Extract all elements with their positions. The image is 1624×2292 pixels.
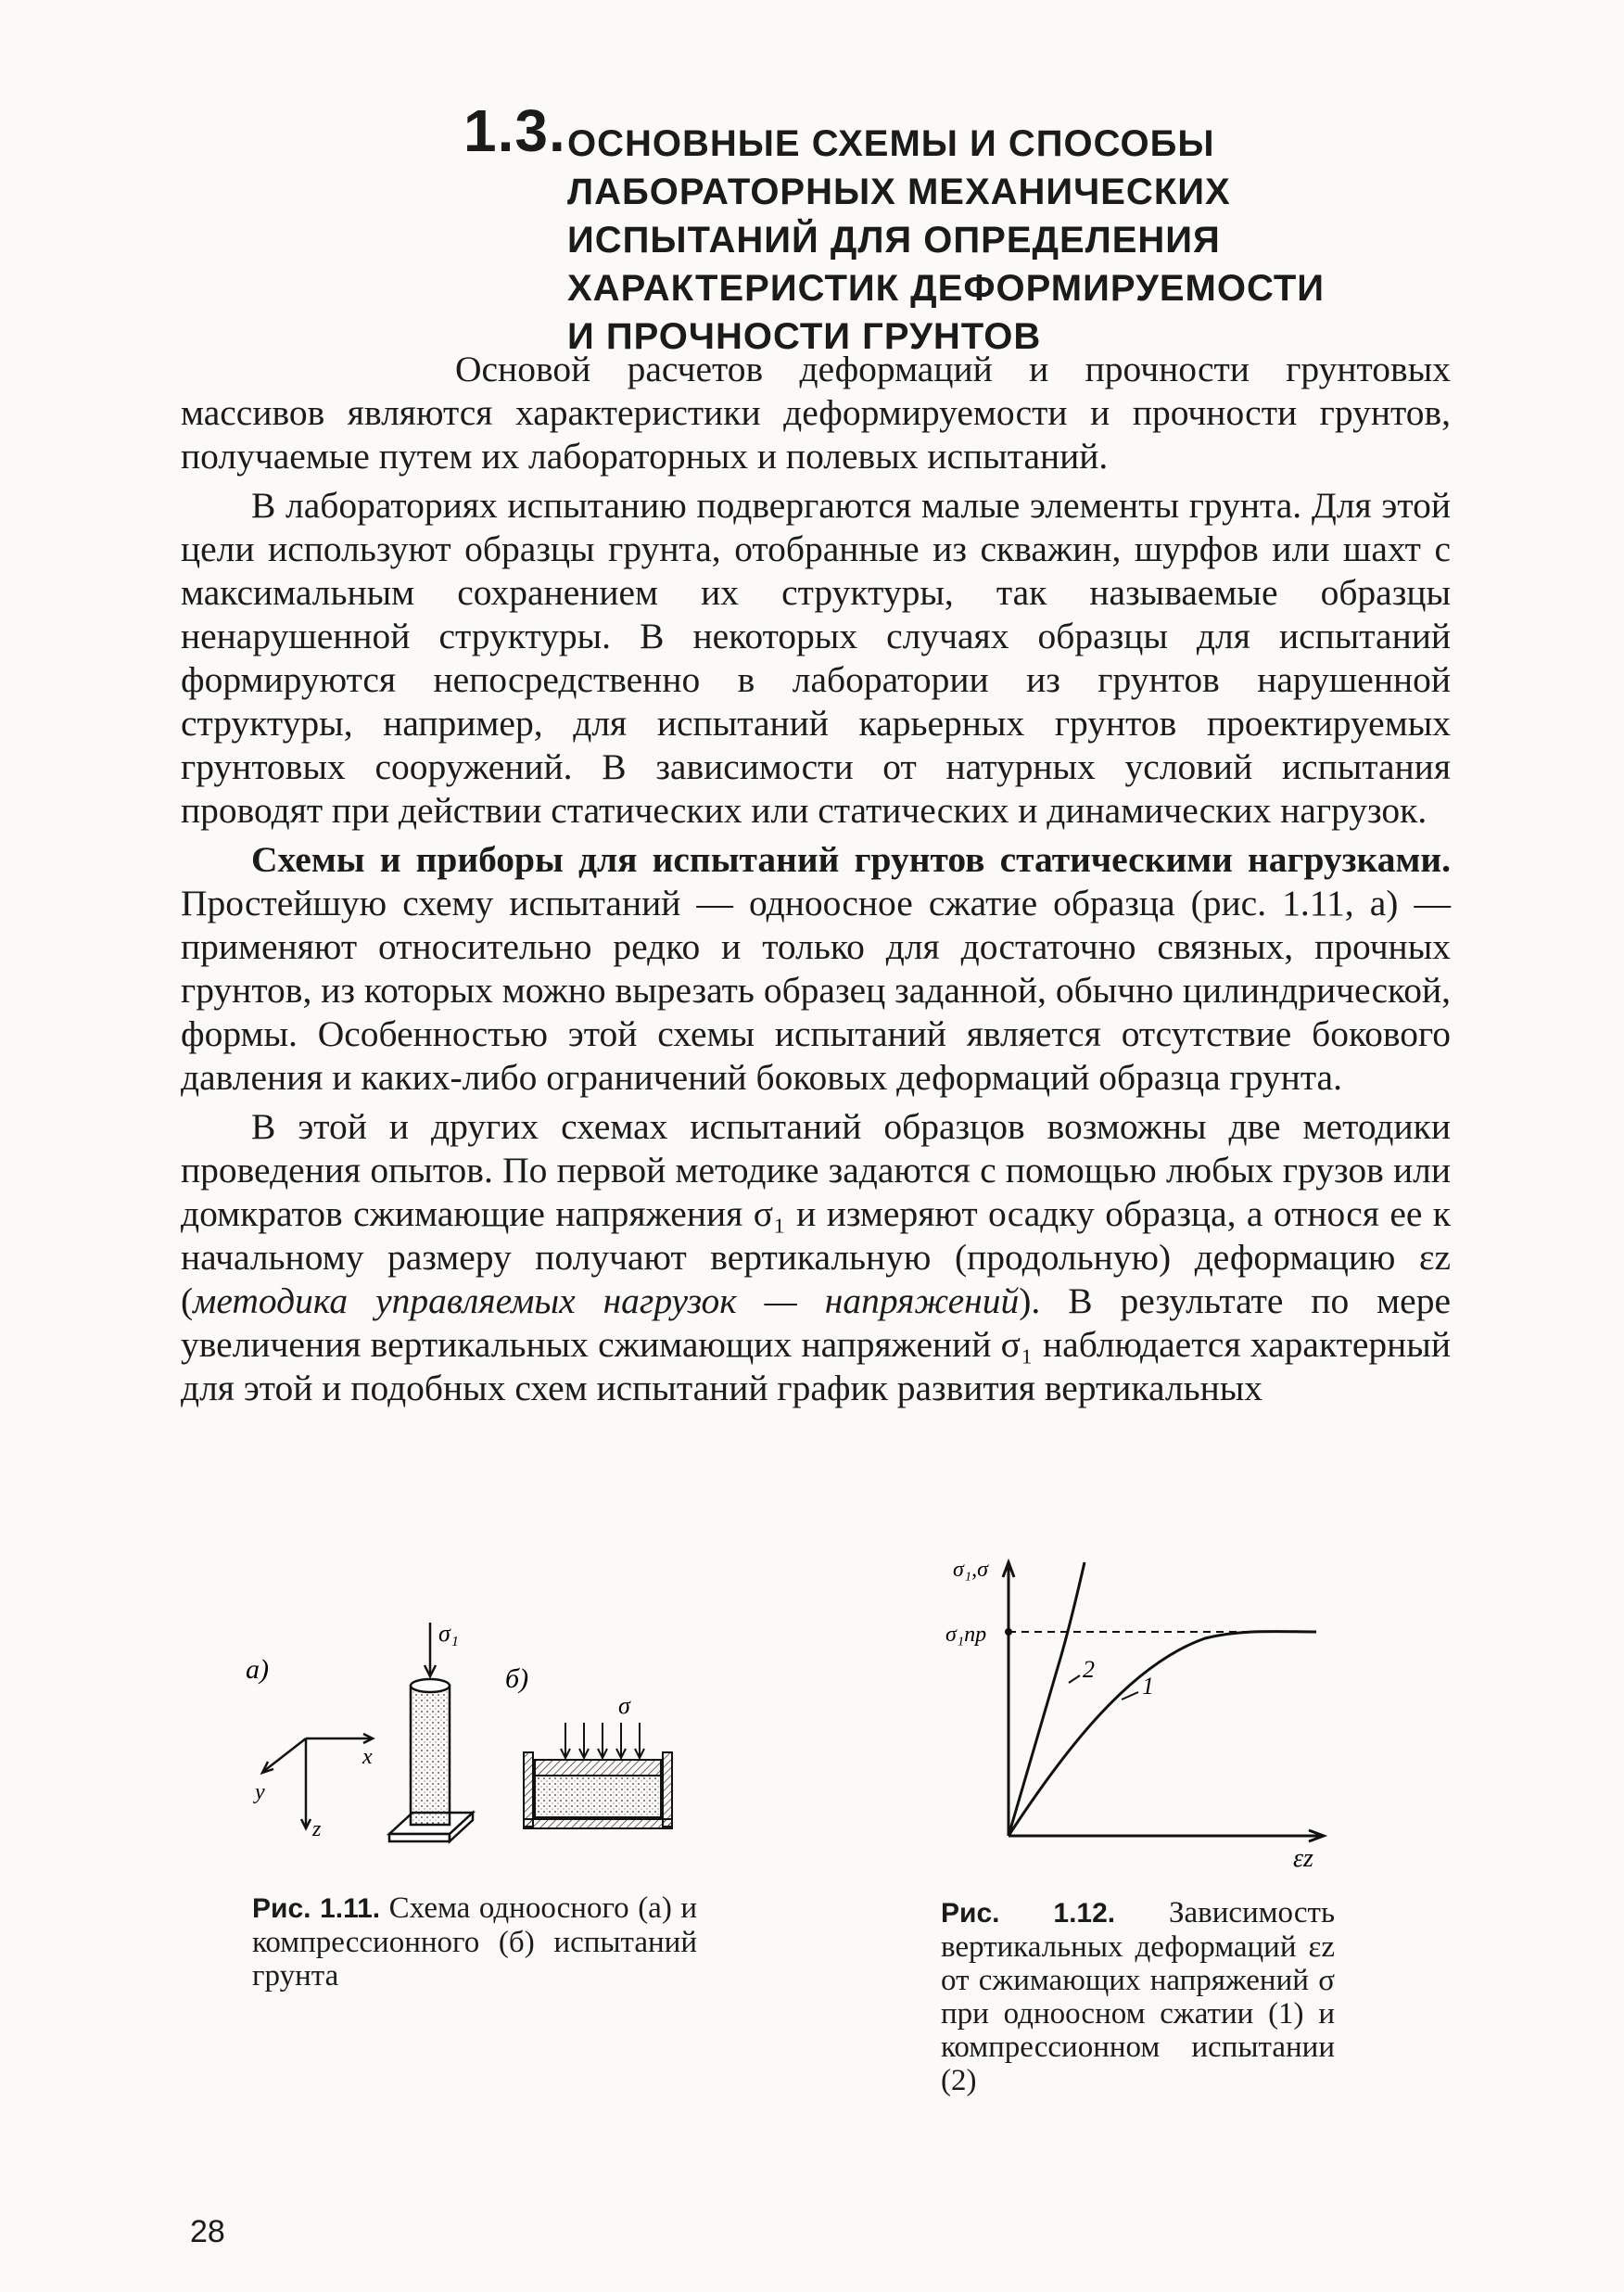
fig11-caption-label: Рис. 1.11. xyxy=(252,1893,381,1924)
paragraph-4-text-b: ). В результате по мере увеличения вертикальных сжимающих напряжений σ₁ наблюдается характерный для этой и подобных схем испытаний график развития вертикальных xyxy=(181,1280,1451,1408)
fig11-axes xyxy=(262,1734,373,1828)
heading-line-2: ЛАБОРАТОРНЫХ МЕХАНИЧЕСКИХ xyxy=(567,172,1231,212)
fig11-sigma1: σ₁ xyxy=(438,1620,459,1647)
fig11-caption-text: Схема одноосного (а) и компрессионного (б) испытаний грунта xyxy=(252,1891,697,1993)
paragraph-4-italic: методика управляемых нагрузок — напряжений xyxy=(193,1280,1020,1321)
body-text xyxy=(181,348,1451,1416)
fig12-axes xyxy=(1003,1562,1324,1841)
paragraph-2: В лабораториях испытанию подвергаются малые элементы грунта. Для этой цели используют образцы грунта, отобранные из скважин, шурфов или шахт с максимальным сохранением их структуры, так называемые образцы ненарушенной структуры. В некоторых случаях образцы для испытаний формируются непосредственно в лаборатории из грунтов нарушенной структуры, например, для испытаний карьерных грунтов проектируемых грунтовых сооружений. В зависимости от натурных условий испытания проводят при действии статических или статических и динамических нагрузок. xyxy=(181,485,1451,831)
fig12-caption-label: Рис. 1.12. xyxy=(941,1898,1116,1929)
fig11-axis-x: x xyxy=(362,1745,373,1769)
fig11-soil-cylinder xyxy=(411,1686,450,1825)
fig11-label-a: а) xyxy=(246,1654,269,1685)
section-number: 1.3. xyxy=(463,97,566,164)
figure-1-12-chart xyxy=(927,1534,1335,1878)
heading-line-4: ХАРАКТЕРИСТИК ДЕФОРМИРУЕМОСТИ xyxy=(567,268,1326,309)
fig12-y-limit-label: σ₁пр xyxy=(945,1623,987,1647)
fig12-curve-2-label: 2 xyxy=(1083,1656,1095,1683)
fig11-label-b: б) xyxy=(505,1663,529,1694)
heading-line-5: И ПРОЧНОСТИ ГРУНТОВ xyxy=(567,316,1042,357)
heading-line-1: ОСНОВНЫЕ СХЕМЫ И СПОСОБЫ xyxy=(567,123,1215,164)
fig11-compression-device xyxy=(524,1723,672,1828)
fig12-y-axis-label: σ₁,σ xyxy=(953,1558,989,1582)
figure-1-11-caption xyxy=(252,1891,697,1993)
paragraph-4-text-a: В этой и других схемах испытаний образцов возможны две методики проведения опытов. По первой методике задаются с помощью любых грузов или домкратов сжимающие напряжения σ₁ и измеряют осадку образца, а относя ее к начальному размеру получают вертикальную (продольную) деформацию εz ( xyxy=(181,1106,1451,1321)
fig12-curve-1 xyxy=(1009,1632,1316,1836)
fig11-axis-z: z xyxy=(312,1817,322,1841)
figure-1-12-caption xyxy=(941,1896,1335,2097)
fig12-caption-text: Зависимость вертикальных деформаций εz от сжимающих напряжений σ при одноосном сжатии (1) и компрессионном испытании (2) xyxy=(941,1896,1335,2097)
fig12-x-axis-label: εz xyxy=(1293,1844,1313,1873)
page-number: 28 xyxy=(190,2214,225,2249)
paragraph-3-bold-lead: Схемы и приборы для испытаний грунтов статическими нагрузками. xyxy=(251,839,1451,880)
figure-1-11-diagram xyxy=(236,1604,718,1864)
paragraph-3 xyxy=(181,838,1451,1100)
fig11-axis-y: y xyxy=(255,1780,265,1804)
fig11-sigma: σ xyxy=(618,1692,630,1719)
paragraph-3-text: Простейшую схему испытаний — одноосное сжатие образца (рис. 1.11, а) — применяют относительно редко и только для достаточно связных, прочных грунтов, из которых можно вырезать образец заданной, обычно цилиндрической, формы. Особенностью этой схемы испытаний является отсутствие бокового давления и каких-либо ограничений боковых деформаций образца грунта. xyxy=(181,883,1451,1098)
paragraph-1: Основой расчетов деформаций и прочности грунтовых массивов являются характеристики деформируемости и прочности грунтов, получаемые путем их лабораторных и полевых испытаний. xyxy=(181,349,1451,477)
heading-line-3: ИСПЫТАНИЙ ДЛЯ ОПРЕДЕЛЕНИЯ xyxy=(567,220,1221,261)
fig12-curve-2 xyxy=(1009,1562,1085,1836)
paragraph-4 xyxy=(181,1105,1451,1410)
fig12-curve-1-label: 1 xyxy=(1142,1673,1154,1700)
